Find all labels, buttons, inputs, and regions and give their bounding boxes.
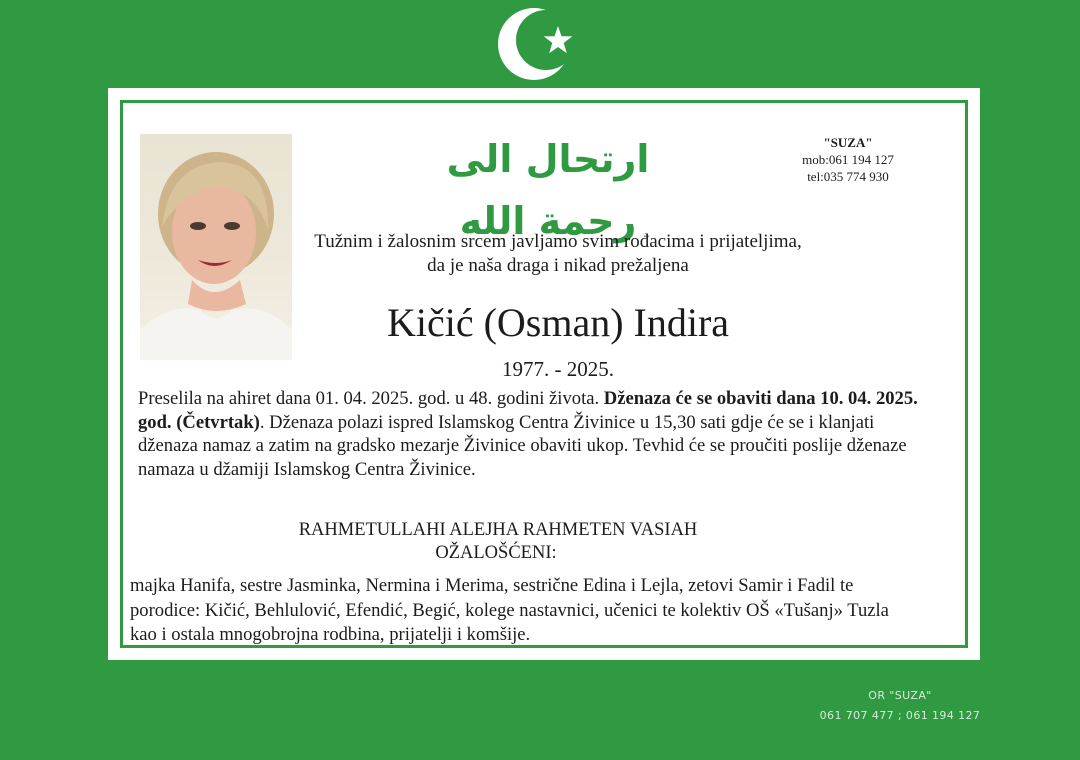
obituary-card: [108, 88, 980, 660]
announcement-text: [138, 387, 918, 481]
footer-agency: OR "SUZA": [868, 689, 932, 702]
mourners-title: OŽALOŠĆENI:: [435, 543, 557, 563]
agency-phone: tel:035 774 930: [807, 169, 889, 184]
agency-name: "SUZA": [823, 135, 873, 150]
intro-text: [248, 230, 868, 278]
footer-phones: 061 707 477 ; 061 194 127: [819, 709, 981, 722]
agency-mobile: mob:061 194 127: [802, 152, 894, 167]
announcement-funeral-date: Dženaza će se obaviti dana 10. 04. 2025. god. (Četvrtak): [138, 388, 918, 433]
life-years: 1977. - 2025.: [502, 357, 614, 381]
deceased-name: Kičić (Osman) Indira: [386, 300, 730, 345]
funeral-agency-info: [748, 134, 948, 185]
announcement-part-2: . Dženaza polazi ispred Islamskog Centra Živinice u 15,30 sati gdje će se i klanjati dženaza namaz a zatim na gradsko mezarje Živinice obaviti ukop. Tevhid će se proučiti poslije dženaze namaza u džamiji Islamskog Centra Živinice.: [138, 411, 907, 480]
intro-line-2: da je naša draga i nikad prežaljena: [427, 255, 689, 276]
footer-contact: [800, 686, 1000, 726]
arabic-calligraphy: ارتحال الى رحمة الله: [446, 137, 650, 243]
announcement-part-1: Preselila na ahiret dana 01. 04. 2025. god. u 48. godini života.: [138, 388, 604, 409]
mourners-list: majka Hanifa, sestre Jasminka, Nermina i Merima, sestrične Edina i Lejla, zetovi Samir i Fadil te porodice: Kičić, Behlulović, Efendić, Begić, kolege nastavnici, učenici te kolektiv OŠ «Tušanj» Tuzla kao i ostala mnogobrojna rodbina, prijatelji i komšije.: [130, 575, 889, 645]
crescent-star-icon: [496, 6, 582, 82]
prayer-text: RAHMETULLAHI ALEJHA RAHMETEN VASIAH: [298, 520, 698, 540]
intro-line-1: Tužnim i žalosnim srcem javljamo svim rođacima i prijateljima,: [314, 231, 802, 252]
